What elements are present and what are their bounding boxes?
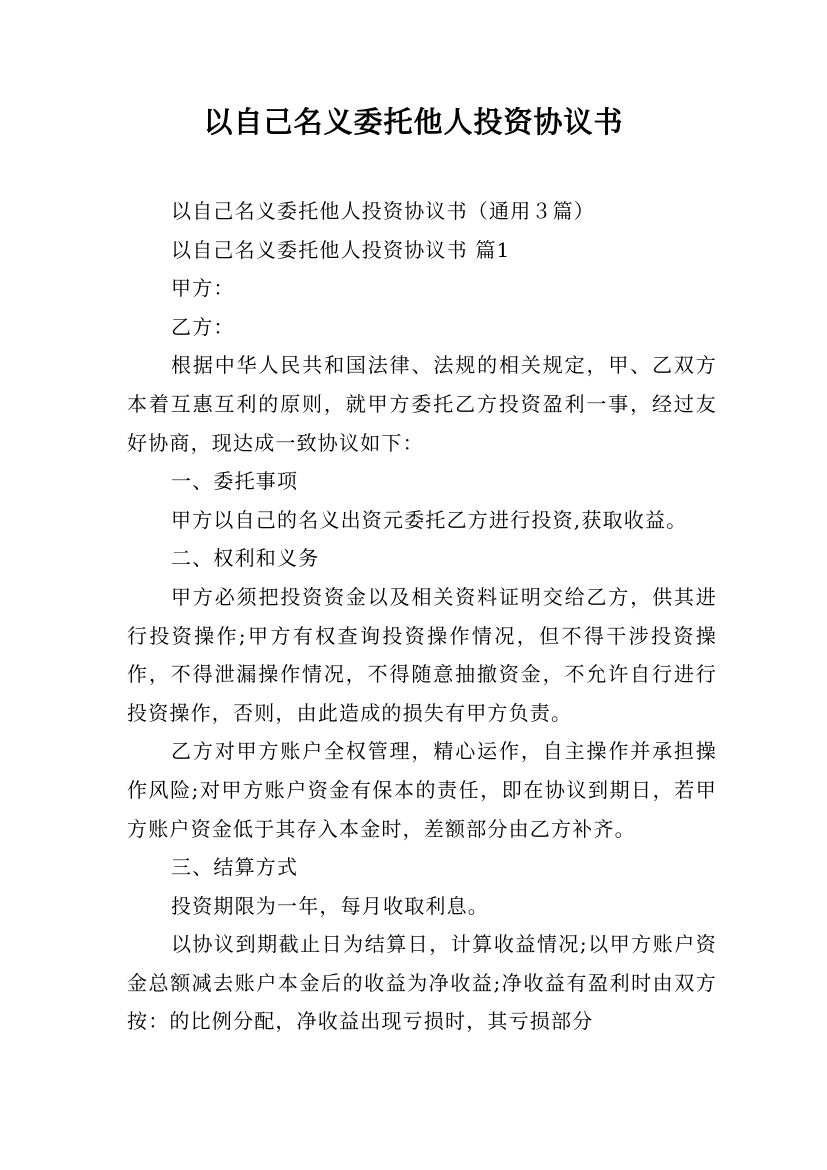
document-title: 以自己名义委托他人投资协议书 (203, 105, 624, 139)
document-body (127, 192, 717, 1041)
paragraph-settlement: 以协议到期截止日为结算日，计算收益情况;以甲方账户资金总额减去账户本金后的收益为净收益;净收益有盈利时由双方按：的比例分配，净收益出现亏损时，其亏损部分 (127, 932, 717, 1034)
paragraph-party-a: 甲方： (171, 276, 235, 301)
paragraph-party-b-duties: 乙方对甲方账户全权管理，精心运作，自主操作并承担操作风险;对甲方账户资金有保本的责任，即在协议到期日，若甲方账户资金低于其存入本金时，差额部分由乙方补齐。 (127, 739, 717, 841)
paragraph-preamble: 根据中华人民共和国法律、法规的相关规定，甲、乙双方本着互惠互利的原则，就甲方委托乙方投资盈利一事，经过友好协商，现达成一致协议如下： (127, 353, 717, 455)
paragraph-party-a-duties: 甲方必须把投资资金以及相关资料证明交给乙方，供其进行投资操作;甲方有权查询投资操作情况，但不得干涉投资操作，不得泄漏操作情况，不得随意抽撤资金，不允许自行进行投资操作，否则，由此造成的损失有甲方负责。 (127, 584, 717, 725)
paragraph-subtitle: 以自己名义委托他人投资协议书（通用３篇） (171, 199, 595, 223)
paragraph-term: 投资期限为一年，每月收取利息。 (171, 893, 489, 918)
heading-rights-obligations: 二、权利和义务 (171, 546, 320, 571)
heading-settlement: 三、结算方式 (171, 855, 299, 880)
paragraph-entrustment: 甲方以自己的名义出资元委托乙方进行投资,获取收益。 (171, 507, 688, 532)
heading-entrustment: 一、委托事项 (171, 469, 299, 494)
paragraph-party-b: 乙方： (171, 314, 235, 339)
paragraph-section-heading: 以自己名义委托他人投资协议书 篇1 (171, 237, 511, 262)
